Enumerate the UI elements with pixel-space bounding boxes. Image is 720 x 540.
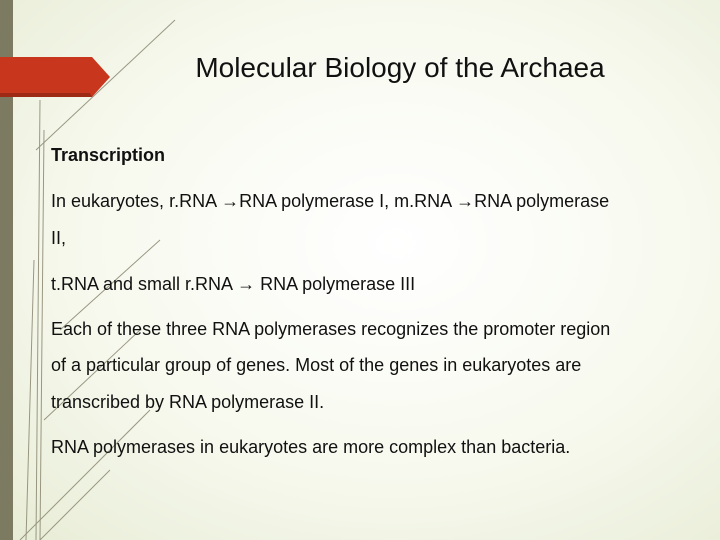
body-line: of a particular group of genes. Most of the genes in eukaryotes are [51, 355, 582, 375]
title-accent-tab [0, 57, 110, 97]
body-line: RNA polymerases in eukaryotes are more complex than bacteria. [51, 437, 571, 457]
body-line: Each of these three RNA polymerases recognizes the promoter region [51, 319, 611, 339]
section-heading: Transcription [51, 145, 166, 165]
body-line: t.RNA and small r.RNA → RNA polymerase III [51, 274, 416, 294]
body-line: In eukaryotes, r.RNA →RNA polymerase I, m.RNA →RNA polymerase [51, 191, 610, 211]
body-line: II, [51, 228, 67, 248]
slide-title: Molecular Biology of the Archaea [195, 52, 605, 83]
body-line: transcribed by RNA polymerase II. [51, 392, 325, 412]
